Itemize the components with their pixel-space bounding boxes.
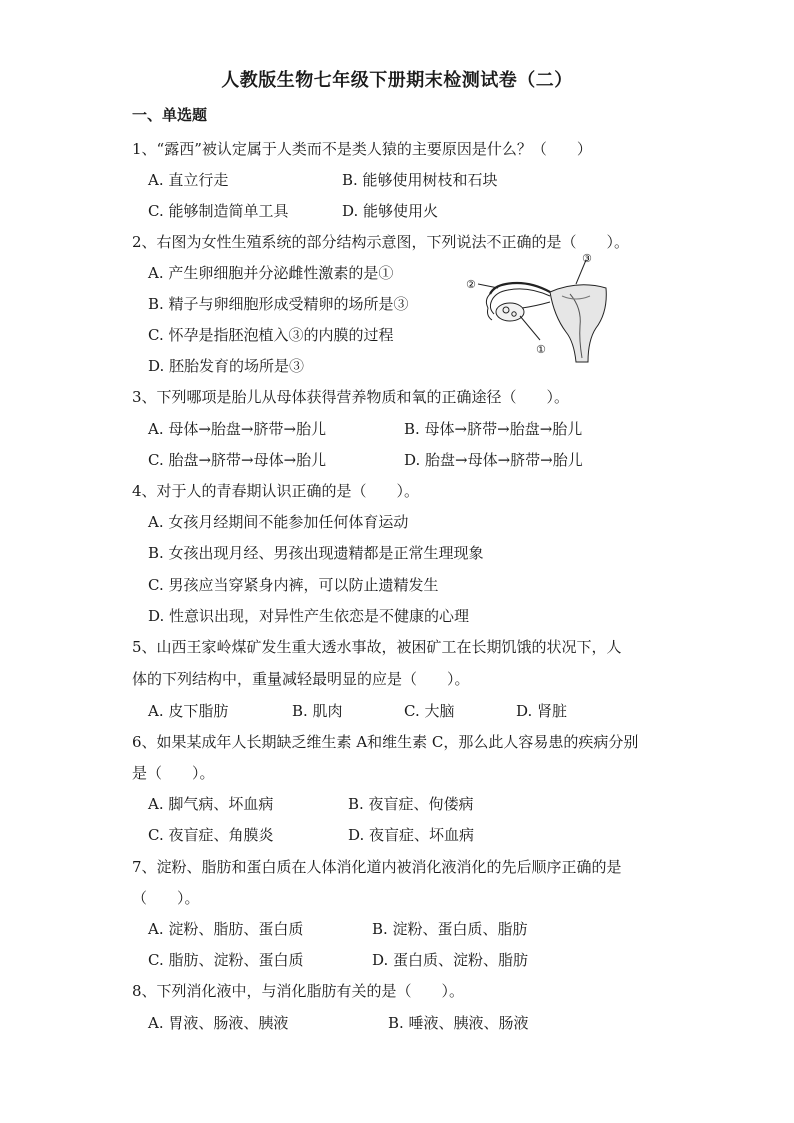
question-3-option-d: D. 胎盘→母体→脐带→胎儿 — [404, 451, 583, 469]
question-8-option-a: A. 胃液、肠液、胰液 — [148, 1014, 289, 1032]
section-heading: 一、单选题 — [132, 106, 208, 124]
question-1-option-c: C. 能够制造简单工具 — [148, 202, 289, 220]
question-3-option-a: A. 母体→胎盘→脐带→胎儿 — [148, 420, 327, 438]
reproductive-system-diagram — [458, 250, 608, 368]
question-2-option-d: D. 胚胎发育的场所是③ — [148, 357, 305, 375]
question-1-option-b: B. 能够使用树枝和石块 — [342, 171, 498, 189]
question-2-option-a: A. 产生卵细胞并分泌雌性激素的是① — [148, 264, 394, 282]
diagram-label-2: ② — [466, 278, 476, 291]
question-1-option-a: A. 直立行走 — [148, 171, 229, 189]
question-2-stem: 2、右图为女性生殖系统的部分结构示意图，下列说法不正确的是（ ）。 — [132, 233, 630, 251]
diagram-label-3: ③ — [582, 252, 592, 265]
question-1-stem: 1、“露西”被认定属于人类而不是类人猿的主要原因是什么？（ ） — [132, 140, 592, 158]
question-8-stem: 8、下列消化液中，与消化脂肪有关的是（ ）。 — [132, 982, 465, 1000]
question-6-option-b: B. 夜盲症、佝偻病 — [348, 795, 474, 813]
question-6-option-c: C. 夜盲症、角膜炎 — [148, 826, 274, 844]
question-7-stem-line-2: （ ）。 — [132, 889, 200, 907]
exam-title: 人教版生物七年级下册期末检测试卷（二） — [221, 70, 573, 91]
question-7-stem-line-1: 7、淀粉、脂肪和蛋白质在人体消化道内被消化液消化的先后顺序正确的是 — [132, 858, 622, 876]
question-5-option-d: D. 肾脏 — [516, 702, 568, 720]
question-7-option-b: B. 淀粉、蛋白质、脂肪 — [372, 920, 528, 938]
question-4-option-d: D. 性意识出现，对异性产生依恋是不健康的心理 — [148, 607, 470, 625]
question-7-option-d: D. 蛋白质、淀粉、脂肪 — [372, 951, 529, 969]
question-4-option-b: B. 女孩出现月经、男孩出现遗精都是正常生理现象 — [148, 544, 484, 562]
question-2-option-b: B. 精子与卵细胞形成受精卵的场所是③ — [148, 295, 409, 313]
question-4-option-a: A. 女孩月经期间不能参加任何体育运动 — [148, 513, 409, 531]
question-5-option-c: C. 大脑 — [404, 702, 455, 720]
question-4-option-c: C. 男孩应当穿紧身内裤，可以防止遗精发生 — [148, 576, 439, 594]
question-6-option-a: A. 脚气病、坏血病 — [148, 795, 274, 813]
question-6-option-d: D. 夜盲症、坏血病 — [348, 826, 475, 844]
question-7-option-c: C. 脂肪、淀粉、蛋白质 — [148, 951, 304, 969]
question-7-option-a: A. 淀粉、脂肪、蛋白质 — [148, 920, 304, 938]
question-5-option-a: A. 皮下脂肪 — [148, 702, 229, 720]
question-3-option-b: B. 母体→脐带→胎盘→胎儿 — [404, 420, 583, 438]
question-4-stem: 4、对于人的青春期认识正确的是（ ）。 — [132, 482, 420, 500]
question-5-option-b: B. 肌肉 — [292, 702, 343, 720]
question-3-option-c: C. 胎盘→脐带→母体→胎儿 — [148, 451, 327, 469]
question-8-option-b: B. 唾液、胰液、肠液 — [388, 1014, 529, 1032]
question-5-stem-line-1: 5、山西王家岭煤矿发生重大透水事故，被困矿工在长期饥饿的状况下，人 — [132, 638, 622, 656]
question-6-stem-line-1: 6、如果某成年人长期缺乏维生素 A和维生素 C，那么此人容易患的疾病分别 — [132, 733, 639, 751]
question-5-stem-line-2: 体的下列结构中，重量减轻最明显的应是（ ）。 — [132, 670, 470, 688]
question-3-stem: 3、下列哪项是胎儿从母体获得营养物质和氧的正确途径（ ）。 — [132, 388, 570, 406]
question-6-stem-line-2: 是（ ）。 — [132, 764, 215, 782]
question-2-option-c: C. 怀孕是指胚泡植入③的内膜的过程 — [148, 326, 394, 344]
question-1-option-d: D. 能够使用火 — [342, 202, 439, 220]
diagram-label-1: ① — [536, 343, 546, 356]
